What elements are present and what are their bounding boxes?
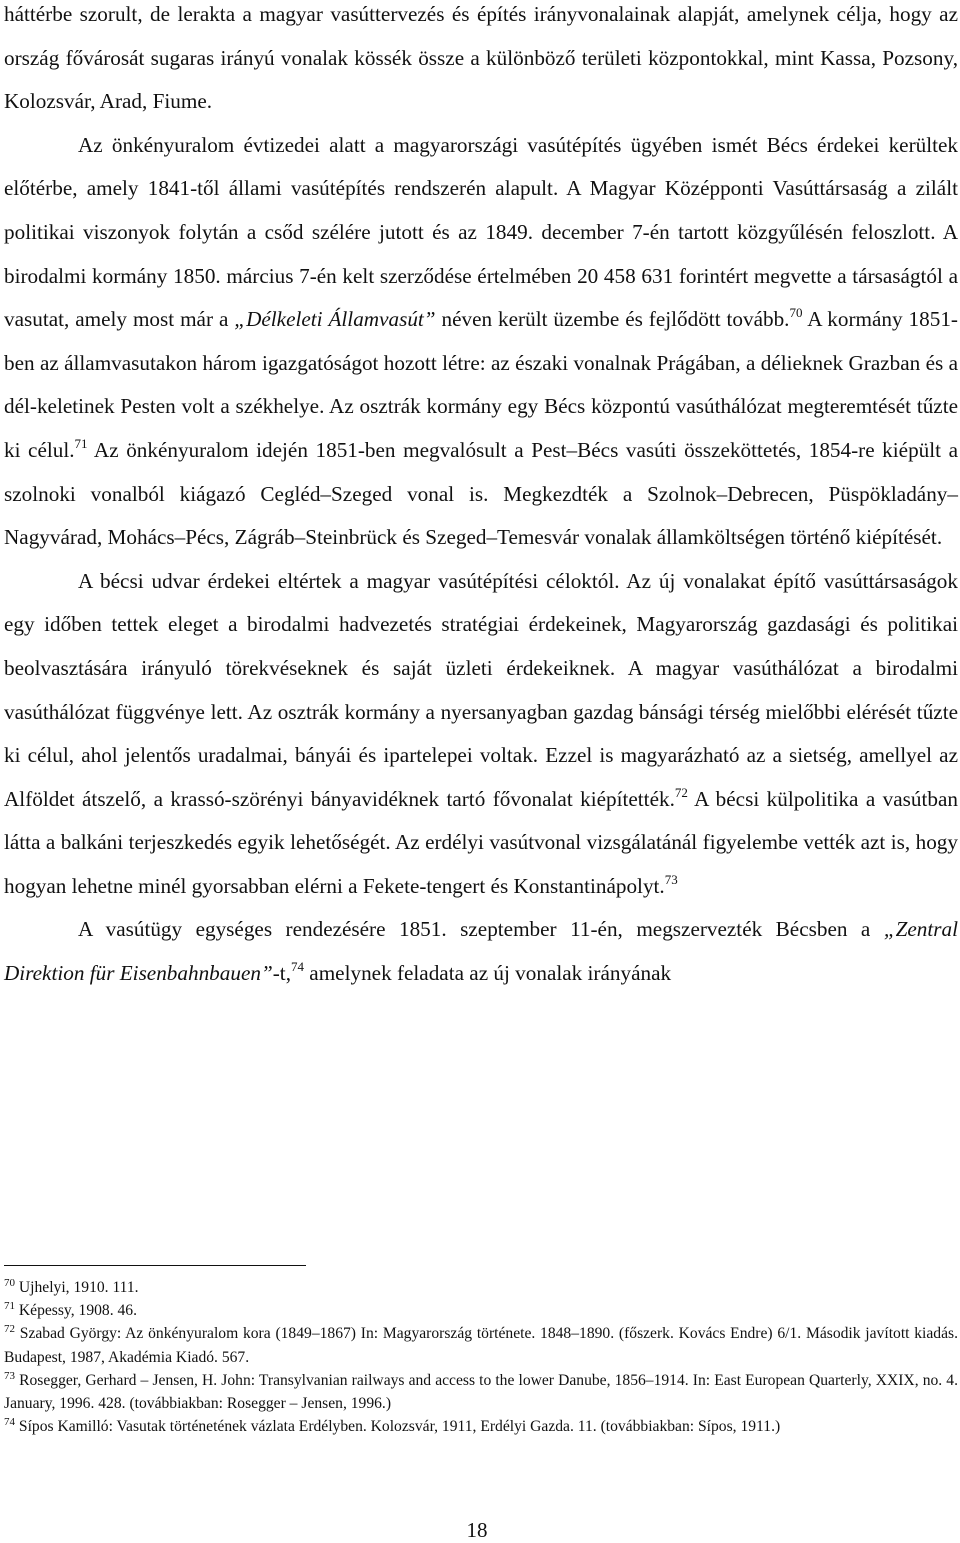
footnote-text: Ujhelyi, 1910. 111. <box>15 1279 139 1296</box>
footnote <box>4 1276 958 1299</box>
footnotes <box>4 1276 958 1438</box>
footnote-number: 74 <box>4 1416 15 1429</box>
text-run: A vasútügy egységes rendezésére 1851. szeptember 11-én, megszervezték Bécsben a <box>78 917 884 942</box>
text-run: -t, <box>272 961 291 986</box>
text-run: Az önkényuralom évtizedei alatt a magyarországi vasútépítés ügyében ismét Bécs érdekei kerültek előtérbe, amely 1841-től állami vasútépítés rendszerén alapult. A Magyar Középponti Vasúttársaság a zilált politikai viszonyok folytán a csőd szélére jutott és az 1849. december 7-én tartott közgyűlésén feloszlott. A birodalmi kormány 1850. március 7-én kelt szerződése értelmében 20 458 631 forintért megvette a társaságtól a vasutat, amely most már a <box>4 132 958 332</box>
text-run: néven került üzembe és fejlődött tovább. <box>435 307 790 332</box>
paragraph <box>4 908 958 995</box>
text-run: A kormány 1851-ben az államvasutakon három igazgatóságot hozott létre: az északi vonalnak Prágában, a délieknek Grazban és a dél-keletinek Pesten volt a székhelye. Az osztrák kormány egy Bécs központú vasúthálózat megteremtését tűzte ki célul. <box>4 307 958 462</box>
footnote-text: Rosegger, Gerhard – Jensen, H. John: Transylvanian railways and access to the lower Danube, 1856–1914. In: East European Quarterly, XXIX, no. 4. January, 1996. 428. (továbbiakban: Rosegger – Jensen, 1996.) <box>4 1371 958 1413</box>
text-run: amelynek feladata az új vonalak irányának <box>304 961 672 986</box>
footnote-text: Képessy, 1908. 46. <box>15 1302 137 1320</box>
footnote-reference: 73 <box>664 871 678 887</box>
paragraph <box>4 124 958 560</box>
text-run: A bécsi udvar érdekei eltértek a magyar vasútépítési céloktól. Az új vonalakat építő vasúttársaságok egy időben tettek eleget a birodalmi hadvezetés stratégiai érdekeinek, Magyarország gazdasági és politikai beolvasztására irányuló törekvéseknek és saját üzleti érdekeiknek. A magyar vasúthálózat a birodalmi vasúthálózat függvénye lett. Az osztrák kormány a nyersanyagban gazdag bánsági térség mielőbbi elérését tűzte ki célul, ahol jelentős uradalmai, bányái és ipartelepei voltak. Ezzel is magyarázható az a sietség, amellyel az Alföldet átszelő, a krassó-szörényi bányavidéknek tartó fővonalat kiépítették. <box>4 568 958 811</box>
footnote-reference: 70 <box>789 305 803 321</box>
footnote-number: 71 <box>4 1300 15 1313</box>
footnote-number: 72 <box>4 1323 15 1336</box>
document-page <box>4 0 958 996</box>
text-run: A bécsi külpolitika a vasútban látta a balkáni terjeszkedés egyik lehetőségét. Az erdélyi vasútvonal vizsgálatánál figyelembe vették azt is, hogy hogyan lehetne minél gyorsabban elérni a Fekete-tengert és Konstantinápolyt. <box>4 786 958 898</box>
text-run: háttérbe szorult, de lerakta a magyar vasúttervezés és építés irányvonalainak alapját, amelynek célja, hogy az ország fővárosát sugaras irányú vonalak kössék össze a különböző területi központokkal, mint Kassa, Pozsony, Kolozsvár, Arad, Fiume. <box>4 2 958 114</box>
footnote-text: Szabad György: Az önkényuralom kora (1849–1867) In: Magyarország története. 1848–1890. (főszerk. Kovács Endre) 6/1. Második javított kiadás. Budapest, 1987, Akadémia Kiadó. 567. <box>4 1325 958 1366</box>
page-number: 18 <box>466 1518 488 1542</box>
footnote-reference: 72 <box>674 784 688 800</box>
footnote-separator <box>4 1265 306 1266</box>
footnote <box>4 1369 958 1415</box>
italic-title: „Zentral Direktion für Eisenbahnbauen” <box>4 917 958 986</box>
footnote-number: 70 <box>4 1277 15 1289</box>
footnote <box>4 1299 958 1322</box>
footnote <box>4 1322 958 1368</box>
paragraph <box>4 0 958 124</box>
footnote-reference: 74 <box>291 959 304 975</box>
body-text <box>4 0 958 996</box>
footnote-reference: 71 <box>74 435 88 451</box>
text-run: Az önkényuralom idején 1851-ben megvalósult a Pest–Bécs vasúti összeköttetés, 1854-re kiépült a szolnoki vonalból kiágazó Cegléd–Szeged vonal is. Megkezdték a Szolnok–Debrecen, Püspökladány–Nagyvárad, Mohács–Pécs, Zágráb–Steinbrück és Szeged–Temesvár vonalak államköltségen történő kiépítését. <box>4 437 959 550</box>
footnote <box>4 1415 958 1438</box>
footnote-number: 73 <box>4 1369 15 1382</box>
paragraph <box>4 560 958 909</box>
footnote-text: Sípos Kamilló: Vasutak történetének vázlata Erdélyben. Kolozsvár, 1911, Erdélyi Gazda. 11. (továbbiakban: Sípos, 1911.) <box>15 1418 781 1436</box>
italic-title: „Délkeleti Államvasút” <box>234 307 436 332</box>
